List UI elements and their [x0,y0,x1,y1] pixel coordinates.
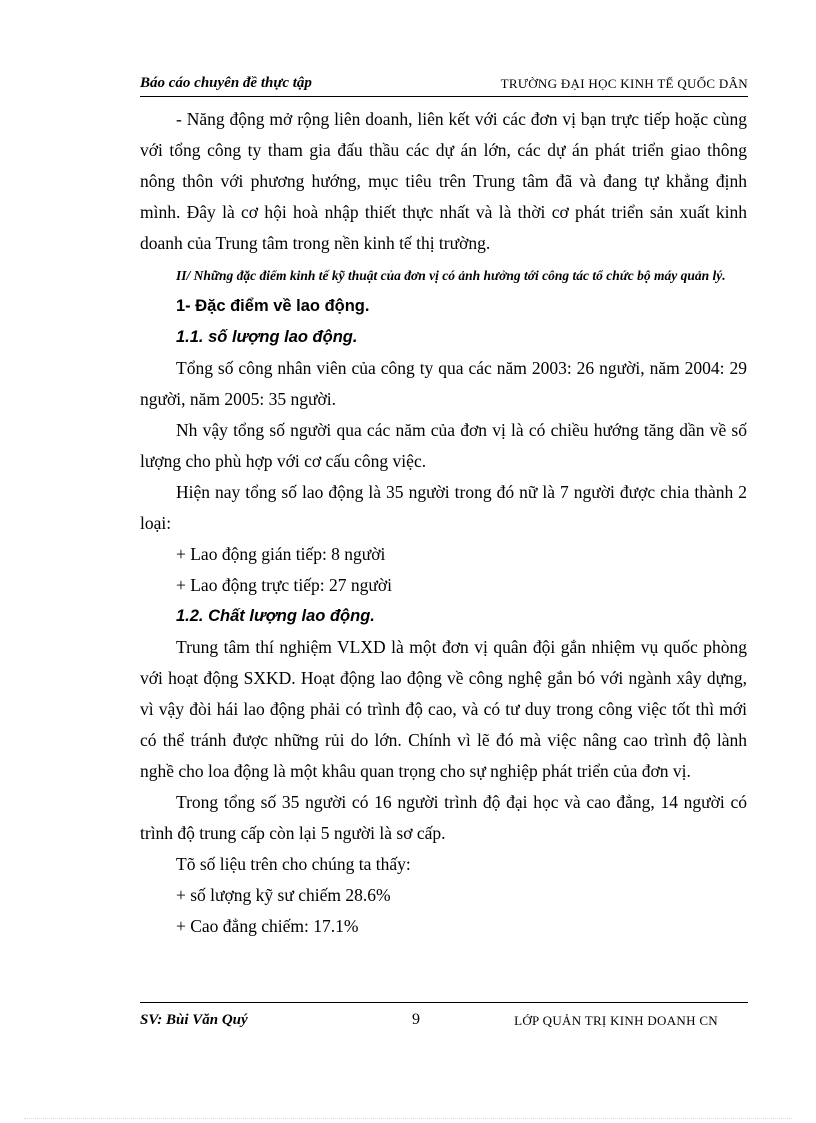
page-number: 9 [412,1011,420,1028]
heading-labor-quantity: 1.1. số lượng lao động. [176,328,358,346]
section-title-ii: II/ Những đặc điểm kinh tế kỹ thuật của đơn vị có ảnh hưởng tới công tác tổ chức bộ máy quản lý. [176,268,726,283]
footer-class-name: LỚP QUẢN TRỊ KINH DOANH CN [514,1013,718,1028]
heading-labor-quality: 1.2. Chất lượng lao động. [176,607,375,625]
header-university-name: TRƯỜNG ĐẠI HỌC KINH TẾ QUỐC DÂN [500,76,748,91]
paragraph-qualification-breakdown: Trong tổng số 35 người có 16 người trình độ đại học và cao đẳng, 14 người có trình độ trung cấp còn lại 5 người là sơ cấp. [140,792,747,843]
list-item-indirect-labor: + Lao động gián tiếp: 8 người [176,544,386,564]
paragraph-growth-trend: Nh vậy tổng số người qua các năm của đơn vị là có chiều hướng tăng dần về số lượng cho phù hợp với cơ cấu công việc. [140,420,747,471]
page-edge-divider [24,1118,792,1119]
paragraph-current-labor: Hiện nay tổng số lao động là 35 người trong đó nữ là 7 người được chia thành 2 loại: [140,482,747,533]
list-item-direct-labor: + Lao động trực tiếp: 27 người [176,575,392,595]
paragraph-data-intro: Tõ số liệu trên cho chúng ta thấy: [176,854,411,874]
paragraph-joint-venture: - Năng động mở rộng liên doanh, liên kết với các đơn vị bạn trực tiếp hoặc cùng với tổng công ty tham gia đấu thầu các dự án lớn, các dự án phát triển giao thông nông thôn với phương hướng, mục tiêu trên Trung tâm đã và đang tự khẳng định mình. Đây là cơ hội hoà nhập thiết thực nhất và là thời cơ phát triển sản xuất kinh doanh của Trung tâm trong nền kinh tế thị trường. [140,109,747,253]
header-report-title: Báo cáo chuyên đề thực tập [140,75,312,91]
page-header [140,72,748,97]
paragraph-labor-quality: Trung tâm thí nghiệm VLXD là một đơn vị quân đội gắn nhiệm vụ quốc phòng với hoạt động SXKD. Hoạt động lao động về công nghệ gắn bó với ngành xây dựng, vì vậy đòi hái lao động phải có trình độ cao, và có tư duy trong công việc tốt thì mới có thể tránh được những rủi do lớn. Chính vì lẽ đó mà việc nâng cao trình độ lành nghề cho loa động là một khâu quan trọng cho sự nghiệp phát triển của đơn vị. [140,637,747,781]
heading-labor-characteristics: 1- Đặc điểm về lao động. [176,297,370,315]
list-item-engineers-share: + số lượng kỹ sư chiếm 28.6% [176,885,391,905]
paragraph-employee-count: Tổng số công nhân viên của công ty qua các năm 2003: 26 người, năm 2004: 29 người, năm 2005: 35 người. [140,358,747,409]
page-footer [140,1002,748,1031]
list-item-college-share: + Cao đẳng chiếm: 17.1% [176,916,359,936]
document-body [140,104,747,942]
footer-student-name: SV: Bùi Văn Quý [140,1012,248,1028]
